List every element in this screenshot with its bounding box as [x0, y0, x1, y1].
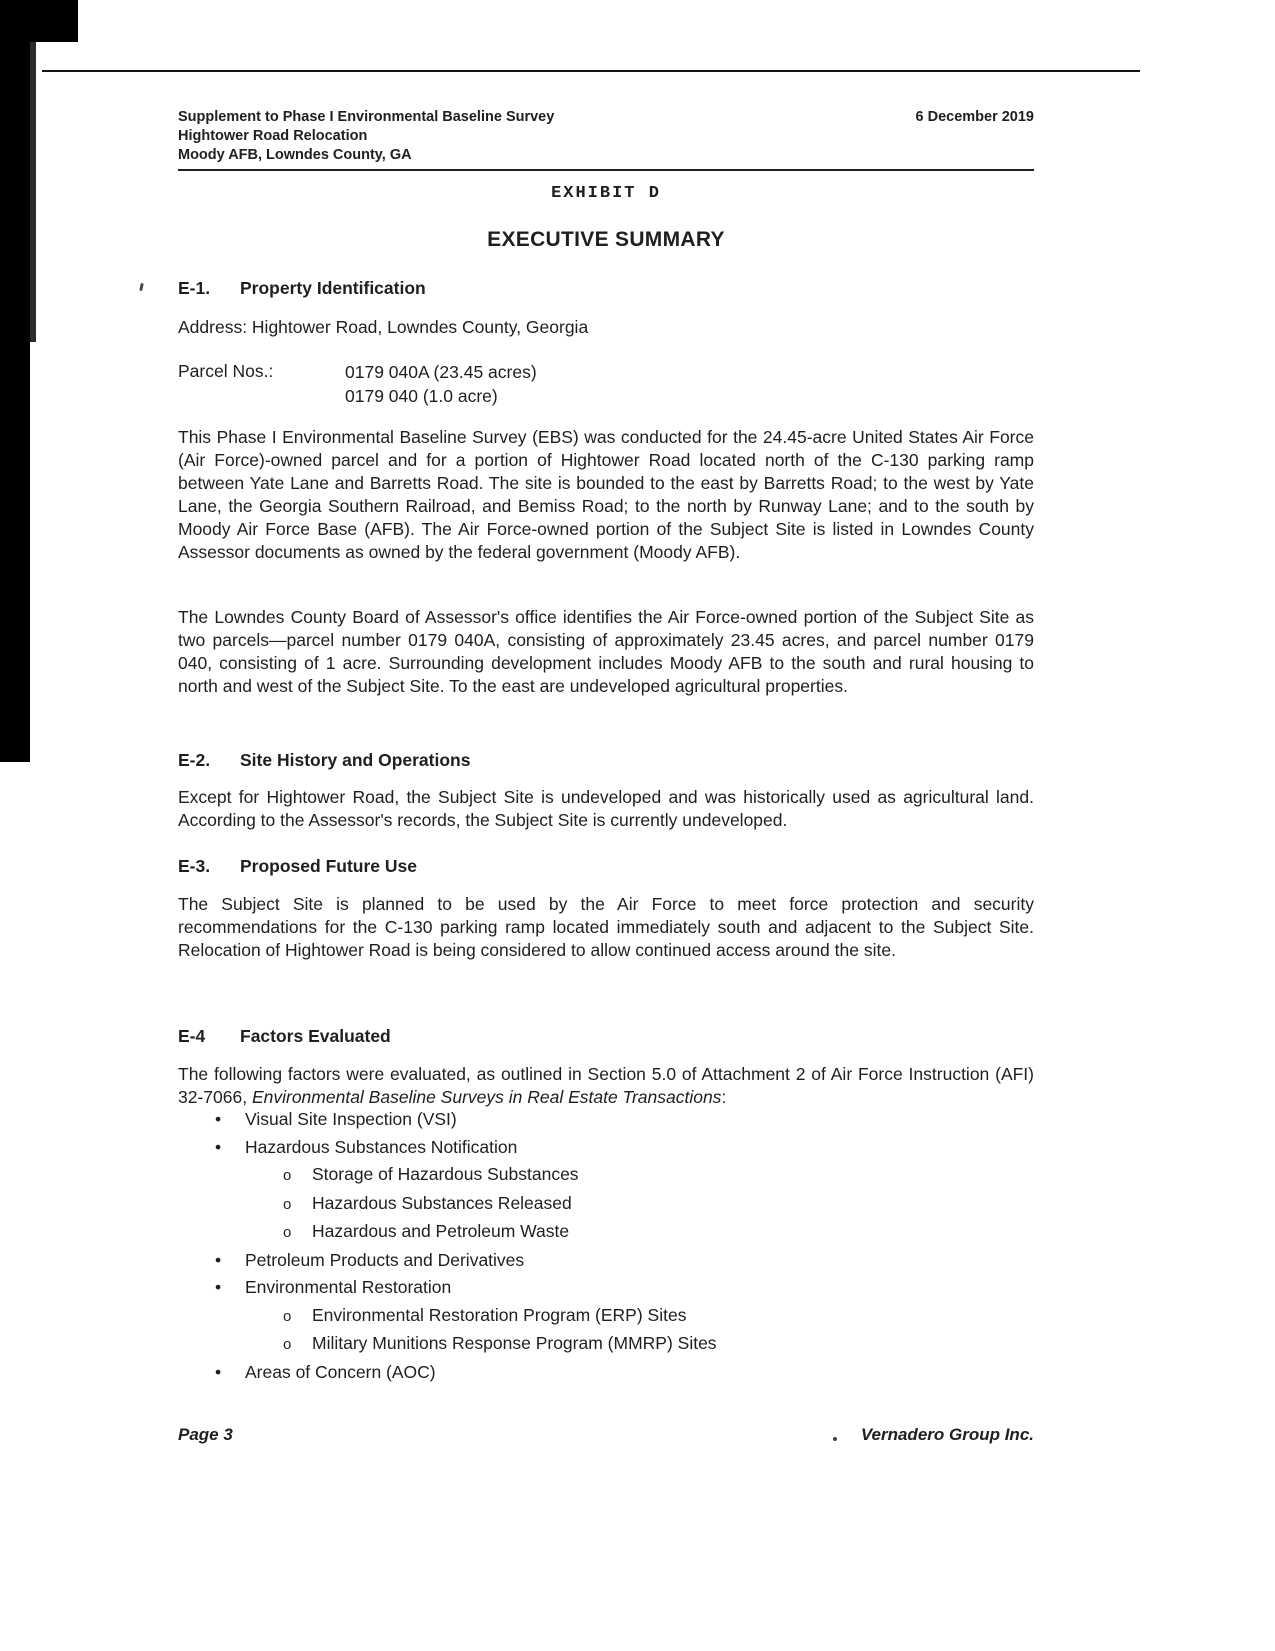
section-heading-e3: [178, 856, 1034, 877]
list-item: [178, 1304, 1034, 1328]
circle-bullet-icon: [283, 1332, 312, 1356]
paragraph: Except for Hightower Road, the Subject Site is undeveloped and was historically used as agricultural land. According to the Assessor's records, the Subject Site is currently undeveloped.: [178, 787, 1034, 830]
section-number: E-1.: [178, 278, 211, 298]
header-date: 6 December 2019: [915, 109, 1034, 125]
bullet-icon: [215, 1136, 245, 1159]
list-item: [178, 1332, 1034, 1356]
factor-label: Environmental Restoration Program (ERP) Sites: [312, 1304, 687, 1325]
circle-bullet-icon: [283, 1220, 312, 1244]
section-number: E-4: [178, 1026, 206, 1046]
section-number: E-2.: [178, 750, 211, 770]
factors-intro-suffix: :: [721, 1087, 727, 1107]
factors-list: [178, 1108, 1034, 1388]
list-item: [178, 1108, 1034, 1131]
factor-label: Hazardous Substances Released: [312, 1192, 572, 1213]
scan-artifact-mark: [139, 283, 144, 291]
bullet-icon: [215, 1276, 245, 1299]
parcel-label: Parcel Nos.:: [178, 361, 274, 381]
document-header: [178, 108, 1034, 171]
factor-label: Storage of Hazardous Substances: [312, 1164, 579, 1184]
address-line: Address: Hightower Road, Lowndes County, Georgia: [178, 317, 589, 337]
section-number: E-3.: [178, 856, 211, 876]
section-title: Property Identification: [240, 278, 426, 298]
section-heading-e1: [178, 278, 1034, 299]
list-item: [178, 1163, 1034, 1187]
factors-intro-text: The following factors were evaluated, as outlined in Section 5.0 of Attachment 2 of Air Force Instruction (AFI) 32-7066,: [178, 1064, 1034, 1107]
header-title-line3: Moody AFB, Lowndes County, GA: [178, 147, 412, 163]
paragraph: [178, 1063, 1034, 1109]
factor-label: Environmental Restoration: [245, 1277, 452, 1297]
page-title: EXECUTIVE SUMMARY: [487, 228, 725, 251]
scan-artifact-top-line: [42, 70, 1140, 72]
factor-label: Petroleum Products and Derivatives: [245, 1249, 525, 1270]
bullet-icon: [215, 1249, 245, 1272]
circle-bullet-icon: [283, 1192, 312, 1216]
parcel-value-2: 0179 040 (1.0 acre): [345, 386, 498, 406]
section-heading-e4: [178, 1026, 1034, 1047]
factor-label: Military Munitions Response Program (MMRP) Sites: [312, 1333, 717, 1353]
section-title: Factors Evaluated: [240, 1026, 391, 1046]
factor-label: Visual Site Inspection (VSI): [245, 1109, 457, 1129]
company-name: Vernadero Group Inc.: [860, 1425, 1034, 1444]
factors-intro-citation: Environmental Baseline Surveys in Real Estate Transactions: [251, 1087, 722, 1107]
header-title-line1: Supplement to Phase I Environmental Baseline Survey: [178, 109, 555, 125]
section-heading-e2: [178, 750, 1034, 771]
bullet-icon: [215, 1361, 245, 1384]
factor-label: Hazardous Substances Notification: [245, 1136, 518, 1157]
parcel-value-1: 0179 040A (23.45 acres): [345, 362, 537, 382]
section-title: Proposed Future Use: [240, 856, 417, 876]
exhibit-label: EXHIBIT D: [551, 184, 661, 203]
scan-artifact-left-bar: [0, 0, 30, 762]
list-item: [178, 1276, 1034, 1299]
list-item: [178, 1192, 1034, 1216]
paragraph: This Phase I Environmental Baseline Survey (EBS) was conducted for the 24.45-acre United States Air Force (Air Force)-owned parcel and for a portion of Hightower Road located north of the C-130 parking ramp between Yate Lane and Barretts Road. The site is bounded to the east by Barretts Road; to the west by Yate Lane, the Georgia Southern Railroad, and Bemiss Road; to the north by Runway Lane; and to the south by Moody Air Force Base (AFB). The Air Force-owned portion of the Subject Site is listed in Lowndes County Assessor documents as owned by the federal government (Moody AFB).: [178, 427, 1034, 562]
paragraph: The Subject Site is planned to be used by the Air Force to meet force protection and security recommendations for the C-130 parking ramp located immediately south and adjacent to the Subject Site. Relocation of Hightower Road is being considered to allow continued access around the site.: [178, 894, 1034, 960]
parcel-values: [345, 360, 537, 408]
header-title-block: [178, 108, 554, 165]
section-title: Site History and Operations: [240, 750, 471, 770]
page-number: Page 3: [178, 1425, 233, 1444]
bullet-icon: [215, 1108, 245, 1131]
list-item: [178, 1361, 1034, 1384]
list-item: [178, 1136, 1034, 1159]
factor-label: Hazardous and Petroleum Waste: [312, 1221, 570, 1241]
parcel-numbers: [178, 360, 1034, 408]
factor-label: Areas of Concern (AOC): [245, 1361, 436, 1382]
header-title-line2: Hightower Road Relocation: [178, 128, 368, 144]
circle-bullet-icon: [283, 1304, 312, 1328]
list-item: [178, 1220, 1034, 1244]
document-footer: [178, 1425, 1034, 1445]
circle-bullet-icon: [283, 1163, 312, 1187]
paragraph: The Lowndes County Board of Assessor's office identifies the Air Force-owned portion of the Subject Site as two parcels—parcel number 0179 040A, consisting of approximately 23.45 acres, and parcel number 0179 040, consisting of 1 acre. Surrounding development includes Moody AFB to the south and rural housing to north and west of the Subject Site. To the east are undeveloped agricultural properties.: [178, 607, 1034, 696]
list-item: [178, 1249, 1034, 1272]
scan-artifact-left-bar-fringe: [30, 42, 36, 342]
